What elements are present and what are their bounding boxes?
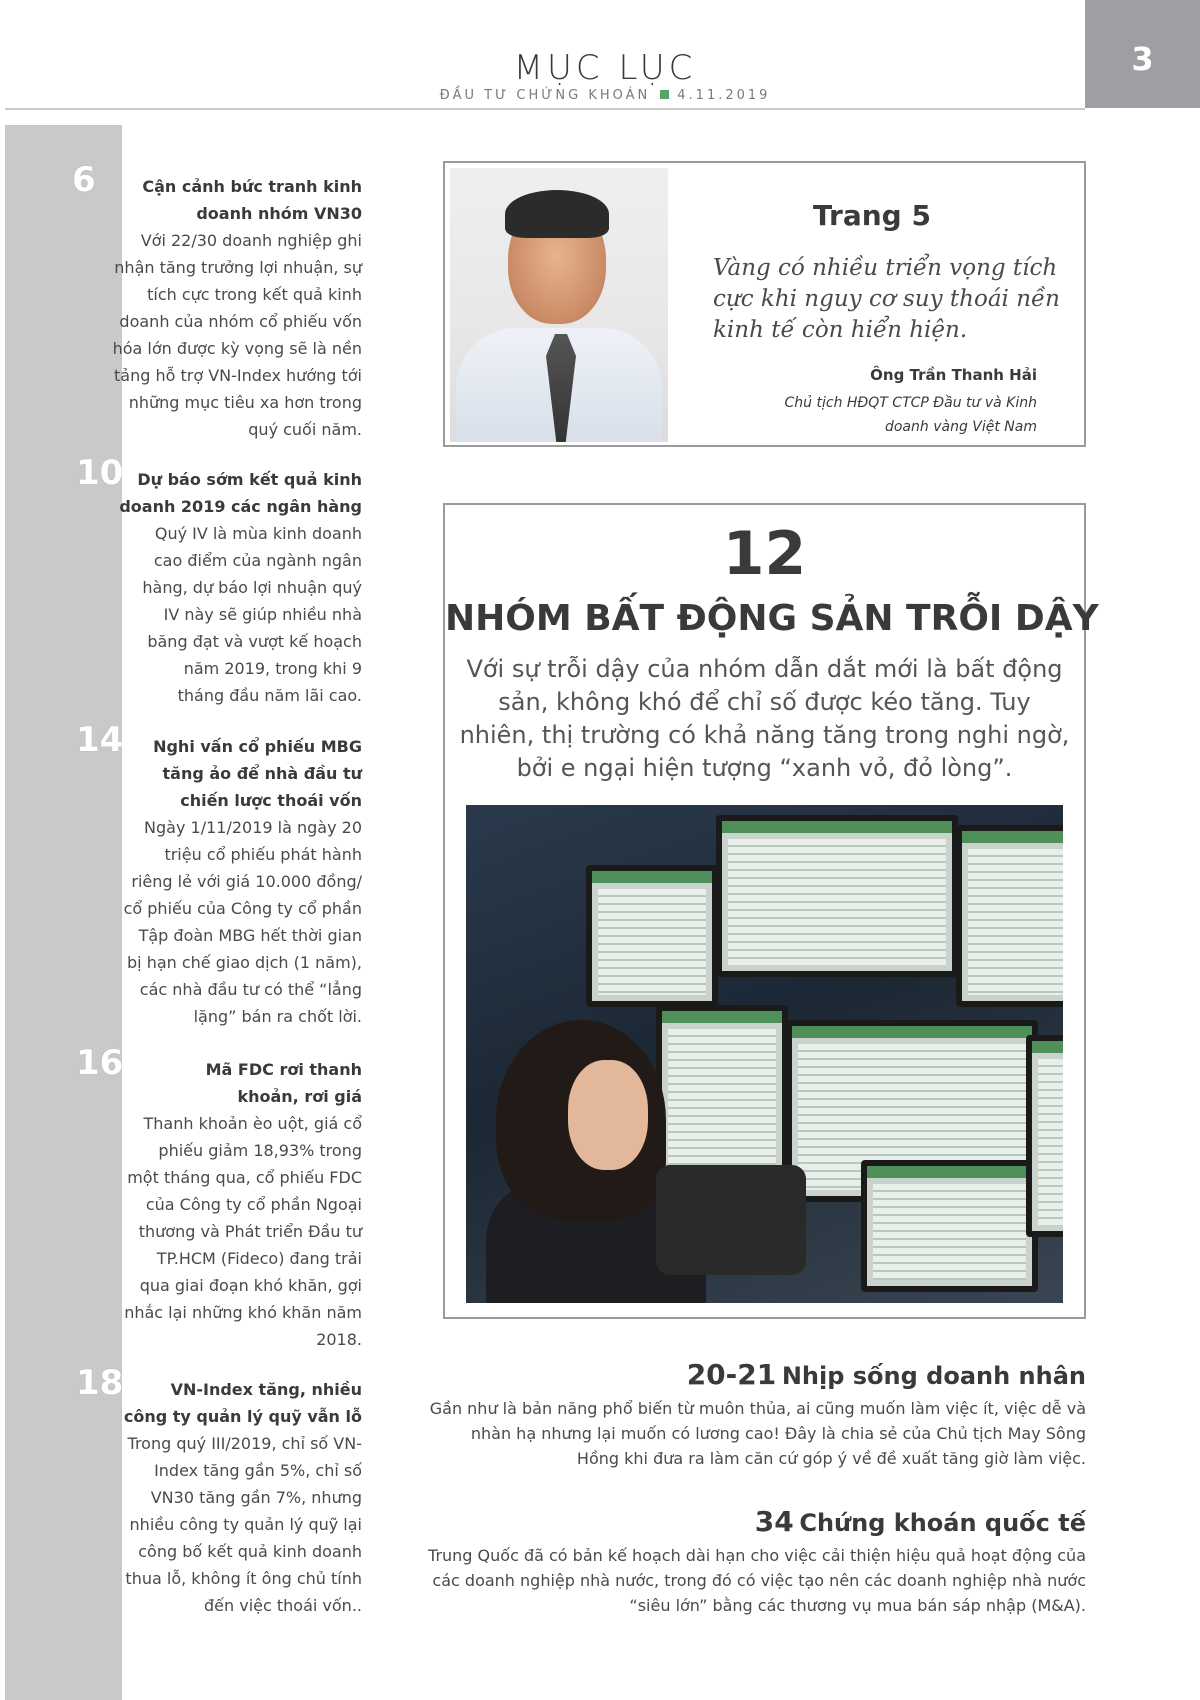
article-title: Chứng khoán quốc tế	[799, 1509, 1086, 1537]
interview-page-label: Trang 5	[813, 199, 931, 232]
page-number: 3	[1131, 40, 1154, 78]
article-description: Gần như là bản năng phổ biến từ muôn thủa, ai cũng muốn làm việc ít, việc dễ và nhàn hạ nhưng lại muốn có lương cao! Đây là chia sẻ của Chủ tịch May Sông Hồng khi đưa ra làm căn cứ góp ý về đề xuất tăng giờ làm việc.	[429, 1399, 1086, 1468]
trading-floor-photo	[466, 805, 1063, 1303]
interviewee-role: Chủ tịch HĐQT CTCP Đầu tư và Kinh doanh vàng Việt Nam	[784, 395, 1037, 435]
toc-entry[interactable]	[62, 1043, 362, 1356]
interview-feature[interactable]	[443, 161, 1086, 447]
toc-page-number: 16	[76, 1043, 124, 1083]
toc-entry[interactable]	[62, 720, 362, 1033]
interviewee-name: Ông Trần Thanh Hải	[870, 366, 1037, 384]
toc-entry[interactable]	[62, 1363, 362, 1626]
toc-entry[interactable]	[62, 160, 362, 443]
toc-title: Dự báo sớm kết quả kinh doanh 2019 các ngân hàng	[119, 470, 362, 516]
article-page-number: 34	[754, 1505, 794, 1538]
toc-description: Trong quý III/2019, chỉ số VN-Index tăng gần 5%, chỉ số VN30 tăng gần 7%, nhưng nhiều công ty quản lý quỹ lại công bố kết quả kinh doanh thua lỗ, không ít ông chủ tính đến việc thoái vốn..	[125, 1434, 362, 1615]
toc-title: Mã FDC rơi thanh khoản, rơi giá	[205, 1060, 362, 1106]
cover-story-description: Với sự trỗi dậy của nhóm dẫn dắt mới là bất động sản, không khó để chỉ số được kéo tăng. Tuy nhiên, thị trường có khả năng tăng trong nghi ngờ, bởi e ngại hiện tượng “xanh vỏ, đỏ lòng”.	[459, 655, 1070, 782]
article-heading[interactable]	[755, 1505, 1086, 1538]
toc-description: Ngày 1/11/2019 là ngày 20 triệu cổ phiếu phát hành riêng lẻ với giá 10.000 đồng/ cổ phiếu của Công ty cổ phần Tập đoàn MBG hết thời gian bị hạn chế giao dịch (1 năm), các nhà đầu tư có thể “lẳng lặng” bán ra chốt lời.	[123, 818, 362, 1026]
article-page-number: 20-21	[686, 1358, 777, 1391]
square-bullet-icon	[660, 90, 669, 99]
publication-name: ĐẦU TƯ CHỨNG KHOÁN	[439, 88, 651, 103]
toc-title: VN-Index tăng, nhiều công ty quản lý quỹ vẫn lỗ	[123, 1380, 362, 1426]
article-heading[interactable]	[687, 1358, 1086, 1391]
toc-title: Cận cảnh bức tranh kinh doanh nhóm VN30	[142, 177, 362, 223]
page-title: MỤC LỤC	[513, 48, 697, 88]
publication-line	[0, 88, 1200, 103]
cover-story-page-number: 12	[722, 519, 807, 589]
interviewee-photo	[450, 168, 668, 442]
toc-page-number: 18	[76, 1363, 124, 1403]
cover-story[interactable]	[443, 503, 1099, 1319]
header-divider	[5, 108, 1085, 110]
toc-description: Với 22/30 doanh nghiệp ghi nhận tăng trưởng lợi nhuận, sự tích cực trong kết quả kinh doanh của nhóm cổ phiếu vốn hóa lớn được kỳ vọng sẽ là nền tảng hỗ trợ VN-Index hướng tới những mục tiêu xa hơn trong quý cuối năm.	[112, 231, 362, 439]
toc-entry[interactable]	[62, 453, 362, 716]
toc-page-number: 14	[76, 720, 124, 760]
interview-quote: Vàng có nhiều triển vọng tích cực khi nguy cơ suy thoái nền kinh tế còn hiển hiện.	[713, 255, 1060, 343]
toc-description: Quý IV là mùa kinh doanh cao điểm của ngành ngân hàng, dự báo lợi nhuận quý IV này sẽ giúp nhiều nhà băng đạt và vượt kế hoạch năm 2019, trong khi 9 tháng đầu năm lãi cao.	[142, 524, 362, 705]
article-title: Nhịp sống doanh nhân	[781, 1362, 1086, 1390]
toc-title: Nghi vấn cổ phiếu MBG tăng ảo để nhà đầu tư chiến lược thoái vốn	[153, 737, 362, 810]
issue-date: 4.11.2019	[677, 88, 771, 103]
article-description: Trung Quốc đã có bản kế hoạch dài hạn cho việc cải thiện hiệu quả hoạt động của các doanh nghiệp nhà nước, trong đó có việc tạo nên các doanh nghiệp nhà nước “siêu lớn” bằng các thương vụ mua bán sáp nhập (M&A).	[428, 1546, 1086, 1615]
toc-page-number: 6	[72, 160, 96, 200]
cover-story-title: NHÓM BẤT ĐỘNG SẢN TRỖI DẬY	[445, 598, 1099, 639]
toc-page-number: 10	[76, 453, 124, 493]
toc-description: Thanh khoản èo uột, giá cổ phiếu giảm 18,93% trong một tháng qua, cổ phiếu FDC của Công ty cổ phần Ngoại thương và Phát triển Đầu tư TP.HCM (Fideco) đang trải qua giai đoạn khó khăn, gợi nhắc lại những khó khăn năm 2018.	[124, 1114, 362, 1349]
